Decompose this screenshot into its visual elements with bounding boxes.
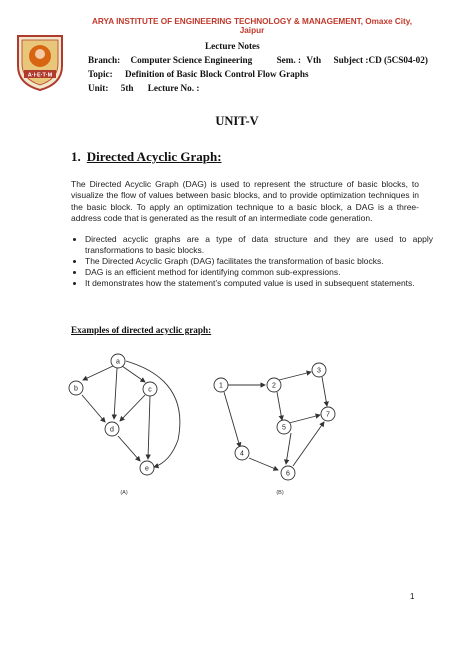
topic-value: Definition of Basic Block Control Flow Graphs <box>124 69 309 79</box>
node-e-label: e <box>145 465 149 473</box>
list-item: • It demonstrates how the statement’s computed value is used in subsequent statements. <box>85 278 433 289</box>
section-title: Directed Acyclic Graph: <box>86 149 222 164</box>
section-number: 1. <box>71 149 81 164</box>
node-7-label: 7 <box>326 411 330 419</box>
node-1-label: 1 <box>219 382 223 390</box>
lecture-no-label: Lecture No. : <box>147 83 200 93</box>
dag-examples-figure <box>50 340 370 505</box>
lecture-notes-label: Lecture Notes <box>205 41 260 51</box>
list-item: • The Directed Acyclic Graph (DAG) facilitates the transformation of basic blocks. <box>85 256 433 267</box>
topic-line <box>88 69 309 79</box>
unit-value: 5th <box>120 83 134 93</box>
section-heading <box>71 149 222 165</box>
branch-value: Computer Science Engineering <box>130 55 253 65</box>
dag-bullet-list <box>71 234 433 289</box>
subject-label: Subject : <box>333 55 369 65</box>
unit-line <box>88 83 199 93</box>
node-4-label: 4 <box>240 450 244 458</box>
list-item: • Directed acyclic graphs are a type of data structure and they are used to apply transformations to basic blocks. <box>85 234 433 255</box>
graph-b-caption: (B) <box>276 490 284 496</box>
unit-label: Unit: <box>88 83 109 93</box>
node-5-label: 5 <box>282 424 286 432</box>
graph-a-nodes <box>69 354 157 475</box>
branch-label: Branch: <box>88 55 121 65</box>
node-3-label: 3 <box>317 367 321 375</box>
subject-value: CD (5CS04-02) <box>368 55 428 65</box>
node-6-label: 6 <box>286 470 290 478</box>
branch-line <box>88 55 428 65</box>
page-number: 1 <box>410 592 415 601</box>
node-b-label: b <box>74 385 78 393</box>
topic-label: Topic: <box>88 69 113 79</box>
list-item: • DAG is an efficient method for identifying common sub-expressions. <box>85 267 433 278</box>
institute-name: ARYA INSTITUTE OF ENGINEERING TECHNOLOGY & MANAGEMENT, Omaxe City, Jaipur <box>92 17 412 35</box>
graph-a-caption: (A) <box>120 490 128 496</box>
logo-text: A·I·E·T·M <box>27 72 53 79</box>
node-a-label: a <box>116 358 120 366</box>
institute-logo <box>14 32 66 92</box>
graph-a-edges <box>82 358 180 467</box>
node-d-label: d <box>110 426 114 434</box>
node-c-label: c <box>148 386 152 394</box>
dag-description-paragraph: The Directed Acyclic Graph (DAG) is used to represent the structure of basic blocks, to visualize the flow of values between basic blocks, and to provide optimization techniques in the basic block. To apply an optimization technique to a basic block, a DAG is a three-address code that is generated as the result of an intermediate code generation. <box>71 179 419 223</box>
sem-value: Vth <box>306 55 322 65</box>
examples-heading: Examples of directed acyclic graph: <box>71 325 212 335</box>
sem-label: Sem. : <box>276 55 302 65</box>
unit-title: UNIT-V <box>215 114 259 128</box>
node-2-label: 2 <box>272 382 276 390</box>
